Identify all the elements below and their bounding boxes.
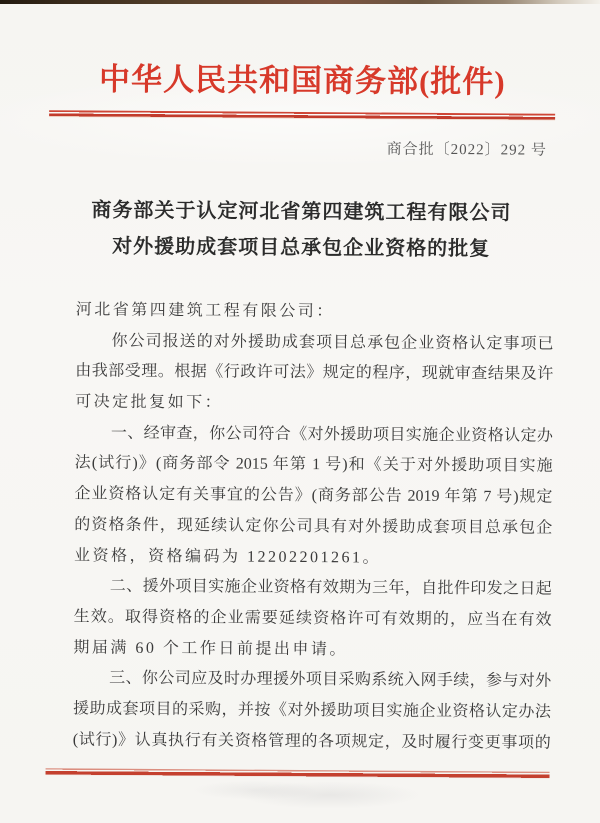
body-text-line: 法(试行)》(商务部令 2015 年第 1 号)和《关于对外援助项目实施	[74, 454, 553, 476]
body-text-line: 的资格条件，现延续认定你公司具有对外援助成套项目总承包企	[74, 516, 553, 537]
document-number: 商合批〔2022〕292 号	[386, 141, 547, 159]
body-text-line: 企业资格认定有关事宜的公告》(商务部公告 2019 年第 7 号)规定	[74, 485, 553, 506]
agency-letterhead-title: 中华人民共和国商务部(批件)	[98, 61, 506, 100]
body-text-line: 生效。取得资格的企业需要延续资格许可有效期的，应当在有效	[73, 608, 552, 629]
body-text-line: 一、经审查，你公司符合《对外援助项目实施企业资格认定办	[110, 424, 553, 445]
body-text-line: 业资格，资格编码为 12202201261。	[73, 546, 382, 567]
document-title	[51, 192, 551, 267]
footer-red-rule	[46, 768, 550, 779]
document-title-line-2: 对外援助成套项目总承包企业资格的批复	[112, 235, 491, 261]
body-text-line: 可决定批复如下：	[75, 393, 224, 412]
body-text-line: 河北省第四建筑工程有限公司：	[75, 301, 335, 321]
body-text-line: 二、援外项目实施企业资格有效期为三年，自批件印发之日起	[109, 577, 552, 598]
document-body	[73, 295, 554, 759]
header-red-rule	[49, 110, 555, 121]
body-text-line: 你公司报送的对外援助成套项目总承包企业资格认定事项已	[111, 332, 554, 353]
body-text-line: 三、你公司应及时办理援外项目采购系统入网手续，参与对外	[109, 669, 552, 691]
body-text-line: 期届满 60 个工作日前提出申请。	[73, 638, 348, 658]
body-text-line: 援助成套项目的采购，并按《对外援助项目实施企业资格认定办法	[72, 700, 552, 721]
body-text-line: (试行)》认真执行有关资格管理的各项规定，及时履行变更事项的	[72, 731, 551, 752]
body-text-line: 由我部受理。根据《行政许可法》规定的程序，现就审查结果及许	[75, 362, 554, 384]
document-title-line-1: 商务部关于认定河北省第四建筑工程有限公司	[91, 199, 512, 225]
